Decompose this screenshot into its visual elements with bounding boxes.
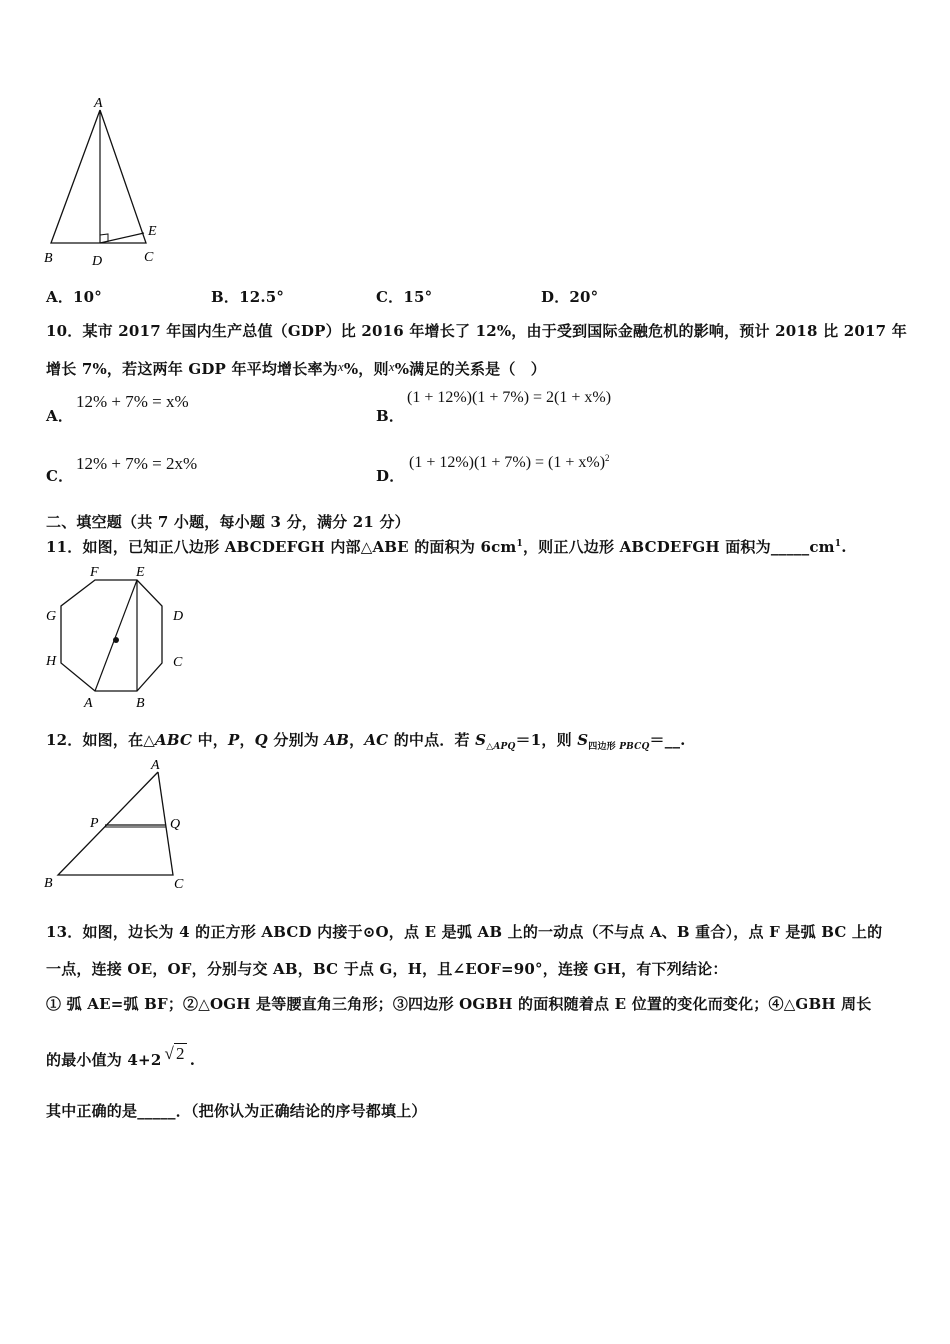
q10-option-c: 12% + 7% = 2x% (76, 454, 198, 473)
label-B: B (44, 876, 53, 891)
label-D: D (92, 254, 103, 269)
q10-option-b-label: B． (376, 407, 405, 425)
octagon-figure-q11 (40, 562, 200, 712)
label-F: F (90, 565, 99, 580)
q10-option-a-label: A． (46, 407, 74, 425)
q9-option-c: C．15° (376, 288, 433, 306)
label-Q: Q (170, 817, 181, 832)
label-D: D (173, 609, 184, 624)
triangle-figure-q12 (40, 755, 200, 895)
q10-option-c-label: C． (46, 467, 74, 485)
q10-option-d-label: D． (376, 467, 405, 485)
q13-line4: 的最小值为 4+2 √ 2 . (46, 1044, 196, 1069)
q13-line1: 13．如图，边长为 4 的正方形 ABCD 内接于⊙O，点 E 是弧 AB 上的一动点（不与点 A、B 重合），点 F 是弧 BC 上的 (46, 923, 883, 941)
label-B: B (136, 696, 145, 711)
label-A: A (84, 696, 93, 711)
q10-option-b: (1 + 12%)(1 + 7%) = 2(1 + x%) (407, 389, 612, 406)
label-P: P (90, 816, 99, 831)
q10-option-a: 12% + 7% = x% (76, 392, 189, 411)
q12-text: 12．如图，在△ABC 中，P，Q 分别为 AB，AC 的中点．若 $S_{\triangle APQ}=1$，则 $S_{四边形 PBCQ}=\_\_$. (46, 731, 686, 752)
triangle-figure-q9 (40, 95, 170, 270)
q13-line3: ① 弧 AE=弧 BF；②△OGH 是等腰直角三角形；③四边形 OGBH 的面积随着点 E 位置的变化而变化；④△GBH 周长 (46, 995, 872, 1013)
q9-option-d: D．20° (541, 288, 599, 306)
label-C: C (173, 655, 183, 670)
q9-option-b: B．12.5° (211, 288, 285, 306)
label-H: H (46, 654, 57, 669)
q11-text: 11．如图，已知正八边形 ABCDEFGH 内部△ABE 的面积为 $6cm^1$，则正八边形 ABCDEFGH 面积为$\_\_\_\_\_cm^1$. (46, 538, 847, 556)
label-E: E (136, 565, 145, 580)
label-G: G (46, 609, 57, 624)
label-C: C (144, 250, 154, 265)
q10-line2: 增长 7%，若这两年 GDP 年平均增长率为x%，则x%满足的关系是（ ） (46, 359, 546, 378)
section-2-title: 二、填空题（共 7 小题，每小题 3 分，满分 21 分） (46, 513, 410, 531)
label-B: B (44, 251, 53, 266)
q10-option-d: $(1 + 12\%)(1 + 7\%) = (1 + x\%)^2$ (409, 453, 610, 471)
q13-line5: 其中正确的是_____．（把你认为正确结论的序号都填上） (46, 1102, 427, 1120)
label-A: A (151, 758, 160, 773)
label-A: A (94, 96, 103, 111)
q10-line1: 10．某市 2017 年国内生产总值（GDP）比 2016 年增长了 12%，由于受到国际金融危机的影响，预计 2018 比 2017 年 (46, 322, 907, 340)
label-C: C (174, 877, 184, 892)
label-E: E (148, 224, 157, 239)
q9-option-a: A．10° (46, 288, 103, 306)
q13-line2: 一点，连接 OE，OF，分别与交 AB，BC 于点 G，H，且∠EOF=90°，连接 GH，有下列结论： (46, 960, 728, 978)
sqrt-two: √ 2 (164, 1044, 185, 1063)
